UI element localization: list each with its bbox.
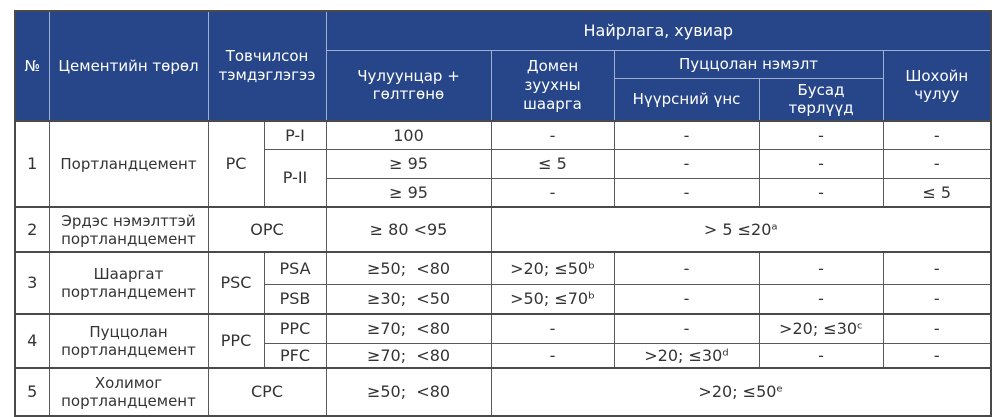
cell-no-5: 5 xyxy=(15,368,49,416)
cell-abbr-pc: PC xyxy=(208,121,264,207)
cell-pIIa-clinker: ≥ 95 xyxy=(326,149,491,178)
cell-pIIb-slag: - xyxy=(491,178,614,207)
header-composition: Найрлага, хувиар xyxy=(326,11,991,50)
cell-ppc-slag: - xyxy=(491,314,614,343)
cell-pfc-slag: - xyxy=(491,343,614,368)
cell-pIIa-lime: - xyxy=(883,149,991,178)
cell-pfc-clinker: ≥70; <80 xyxy=(326,343,491,368)
cement-composition-table-wrap xyxy=(14,10,992,417)
header-other-types: Бусад төрлүүд xyxy=(759,78,883,121)
cell-psb-other: - xyxy=(759,284,883,314)
cell-type-4: Пуццолан портландцемент xyxy=(49,314,208,368)
cell-cpc-rest: >20; ≤50ᵉ xyxy=(491,368,991,416)
cell-psb-slag: >50; ≤70ᵇ xyxy=(491,284,614,314)
cell-pI-other: - xyxy=(759,121,883,149)
table-row xyxy=(15,368,991,416)
cell-psa-other: - xyxy=(759,252,883,284)
table-row xyxy=(15,314,991,343)
cell-ppc-coal: - xyxy=(614,314,759,343)
cell-pfc-lime: - xyxy=(883,343,991,368)
cell-type-1: Портландцемент xyxy=(49,121,208,207)
table-row xyxy=(15,121,991,149)
cement-composition-table xyxy=(14,10,992,417)
header-coal-ash: Нүүрсний үнс xyxy=(614,78,759,121)
cell-no-1: 1 xyxy=(15,121,49,207)
header-slag: Домен зуухны шаарга xyxy=(491,50,614,121)
cell-pIIa-other: - xyxy=(759,149,883,178)
cell-sub-psb: PSB xyxy=(264,284,326,314)
cell-abbr-psc: PSC xyxy=(208,252,264,314)
cell-pIIa-coal: - xyxy=(614,149,759,178)
cell-no-4: 4 xyxy=(15,314,49,368)
cell-psa-coal: - xyxy=(614,252,759,284)
header-no: № xyxy=(15,11,49,121)
cell-abbr-cpc: CPC xyxy=(208,368,326,416)
header-cement-type: Цементийн төрөл xyxy=(49,11,208,121)
header-abbrev: Товчилсон тэмдэглэгээ xyxy=(208,11,326,121)
cell-ppc-other: >20; ≤30ᶜ xyxy=(759,314,883,343)
table-row xyxy=(15,207,991,252)
cell-sub-pII: P-II xyxy=(264,149,326,207)
header-limestone: Шохойн чулуу xyxy=(883,50,991,121)
header-pozzolan: Пуццолан нэмэлт xyxy=(614,50,883,78)
table-row xyxy=(15,252,991,284)
header-clinker: Чулуунцар + гөлтгөнө xyxy=(326,50,491,121)
cell-pfc-other: - xyxy=(759,343,883,368)
cell-type-2: Эрдэс нэмэлттэй портландцемент xyxy=(49,207,208,252)
cell-pI-clinker: 100 xyxy=(326,121,491,149)
cell-pI-lime: - xyxy=(883,121,991,149)
cell-no-2: 2 xyxy=(15,207,49,252)
cell-sub-ppc: PPC xyxy=(264,314,326,343)
cell-psb-coal: - xyxy=(614,284,759,314)
cell-pI-slag: - xyxy=(491,121,614,149)
cell-abbr-opc: OPC xyxy=(208,207,326,252)
cell-psa-slag: >20; ≤50ᵇ xyxy=(491,252,614,284)
cell-pIIb-other: - xyxy=(759,178,883,207)
cell-opc-clinker: ≥ 80 <95 xyxy=(326,207,491,252)
cell-sub-pfc: PFC xyxy=(264,343,326,368)
cell-pfc-coal: >20; ≤30ᵈ xyxy=(614,343,759,368)
cell-abbr-ppc: PPC xyxy=(208,314,264,368)
cell-ppc-clinker: ≥70; <80 xyxy=(326,314,491,343)
cell-cpc-clinker: ≥50; <80 xyxy=(326,368,491,416)
cell-opc-rest: > 5 ≤20ᵃ xyxy=(491,207,991,252)
cell-pI-coal: - xyxy=(614,121,759,149)
cell-psb-lime: - xyxy=(883,284,991,314)
cell-psa-lime: - xyxy=(883,252,991,284)
cell-type-5: Холимог портландцемент xyxy=(49,368,208,416)
cell-no-3: 3 xyxy=(15,252,49,314)
cell-pIIb-lime: ≤ 5 xyxy=(883,178,991,207)
cell-sub-psa: PSA xyxy=(264,252,326,284)
cell-pIIb-clinker: ≥ 95 xyxy=(326,178,491,207)
cell-sub-pI: P-I xyxy=(264,121,326,149)
cell-type-3: Шааргат портландцемент xyxy=(49,252,208,314)
cell-pIIa-slag: ≤ 5 xyxy=(491,149,614,178)
cell-psa-clinker: ≥50; <80 xyxy=(326,252,491,284)
cell-pIIb-coal: - xyxy=(614,178,759,207)
cell-ppc-lime: - xyxy=(883,314,991,343)
cell-psb-clinker: ≥30; <50 xyxy=(326,284,491,314)
